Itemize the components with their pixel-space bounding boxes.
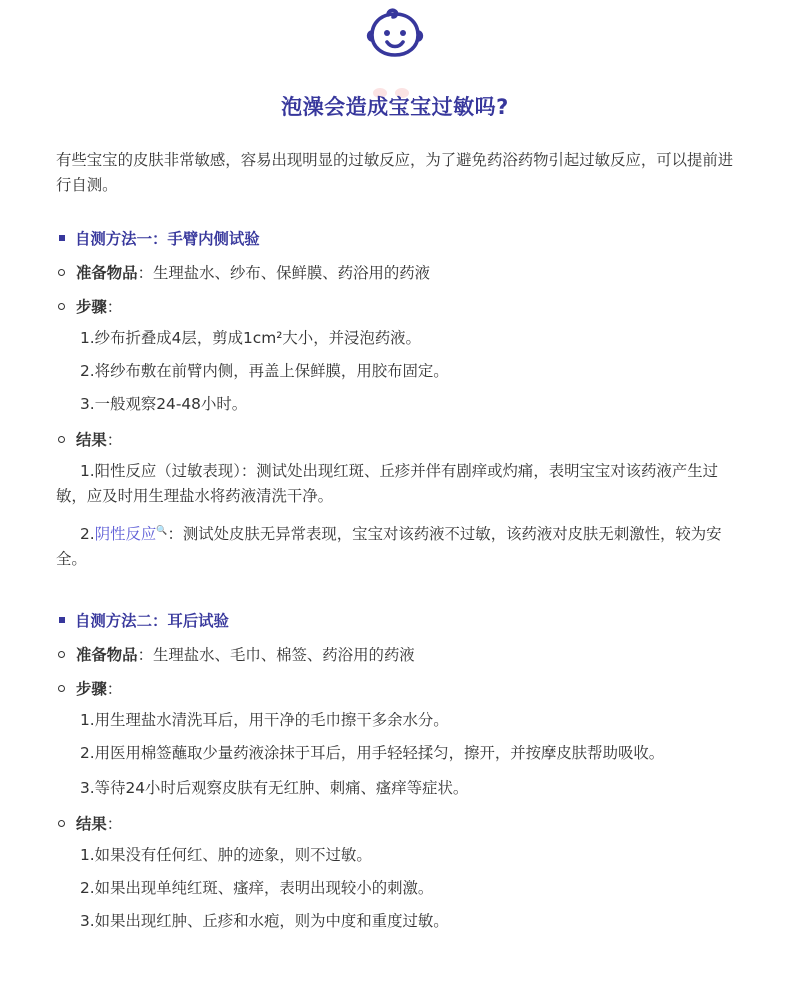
prep-item: 准备物品 ： 生理盐水、毛巾、棉签、药浴用的药液: [56, 640, 746, 668]
prep-item: 准备物品 ： 生理盐水、纱布、保鲜膜、药浴用的药液: [56, 258, 746, 286]
results-item: 结果 ：: [56, 425, 746, 453]
steps-item: 步骤 ：: [56, 674, 746, 702]
article-body: [56, 148, 746, 942]
circle-bullet-icon: [58, 651, 65, 658]
square-bullet-icon: [59, 617, 65, 623]
step-text: 3.一般观察24-48小时。: [80, 395, 248, 413]
square-bullet-icon: [59, 235, 65, 241]
step-text: 1.纱布折叠成4层，剪成1cm²大小，并浸泡药液。: [80, 329, 421, 347]
result-text: 3.如果出现红肿、丘疹和水疱，则为中度和重度过敏。: [80, 912, 449, 931]
steps-item: 步骤 ：: [56, 292, 746, 320]
circle-bullet-icon: [58, 436, 65, 443]
result-text: 2.阴性反应🔍：测试处皮肤无异常表现，宝宝对该药液不过敏，该药液对皮肤无刺激性，较为安全。: [56, 525, 722, 569]
results-item: 结果 ：: [56, 809, 746, 837]
intro-paragraph: 有些宝宝的皮肤非常敏感，容易出现明显的过敏反应，为了避免药浴药物引起过敏反应，可以提前进行自测。: [56, 151, 734, 194]
circle-bullet-icon: [58, 269, 65, 276]
step-text: 1.用生理盐水清洗耳后，用干净的毛巾擦干多余水分。: [80, 711, 449, 730]
circle-bullet-icon: [58, 685, 65, 692]
section-heading: 自测方法一：手臂内侧试验: [56, 224, 746, 252]
step-text: 2.用医用棉签蘸取少量药液涂抹于耳后，用手轻轻揉匀，擦开，并按摩皮肤帮助吸收。: [80, 744, 665, 763]
step-text: 2.将纱布敷在前臂内侧，再盖上保鲜膜，用胶布固定。: [80, 362, 449, 380]
result-text: 2.如果出现单纯红斑、瘙痒，表明出现较小的刺激。: [80, 879, 434, 898]
circle-bullet-icon: [58, 303, 65, 310]
circle-bullet-icon: [58, 820, 65, 827]
section-heading: 自测方法二：耳后试验: [56, 606, 746, 634]
negative-reaction-link[interactable]: 阴性反应: [94, 525, 157, 544]
result-text: 1.阳性反应（过敏表现）：测试处出现红斑、丘疹并伴有剧痒或灼痛，表明宝宝对该药液产生过敏，应及时用生理盐水将药液清洗干净。: [56, 462, 719, 505]
page-title: 泡澡会造成宝宝过敏吗?: [281, 95, 509, 119]
search-icon[interactable]: 🔍: [156, 526, 168, 536]
step-text: 3.等待24小时后观察皮肤有无红肿、刺痛、瘙痒等症状。: [80, 779, 469, 798]
result-text: 1.如果没有任何红、肿的迹象，则不过敏。: [80, 846, 372, 865]
baby-face-icon: [366, 8, 424, 60]
